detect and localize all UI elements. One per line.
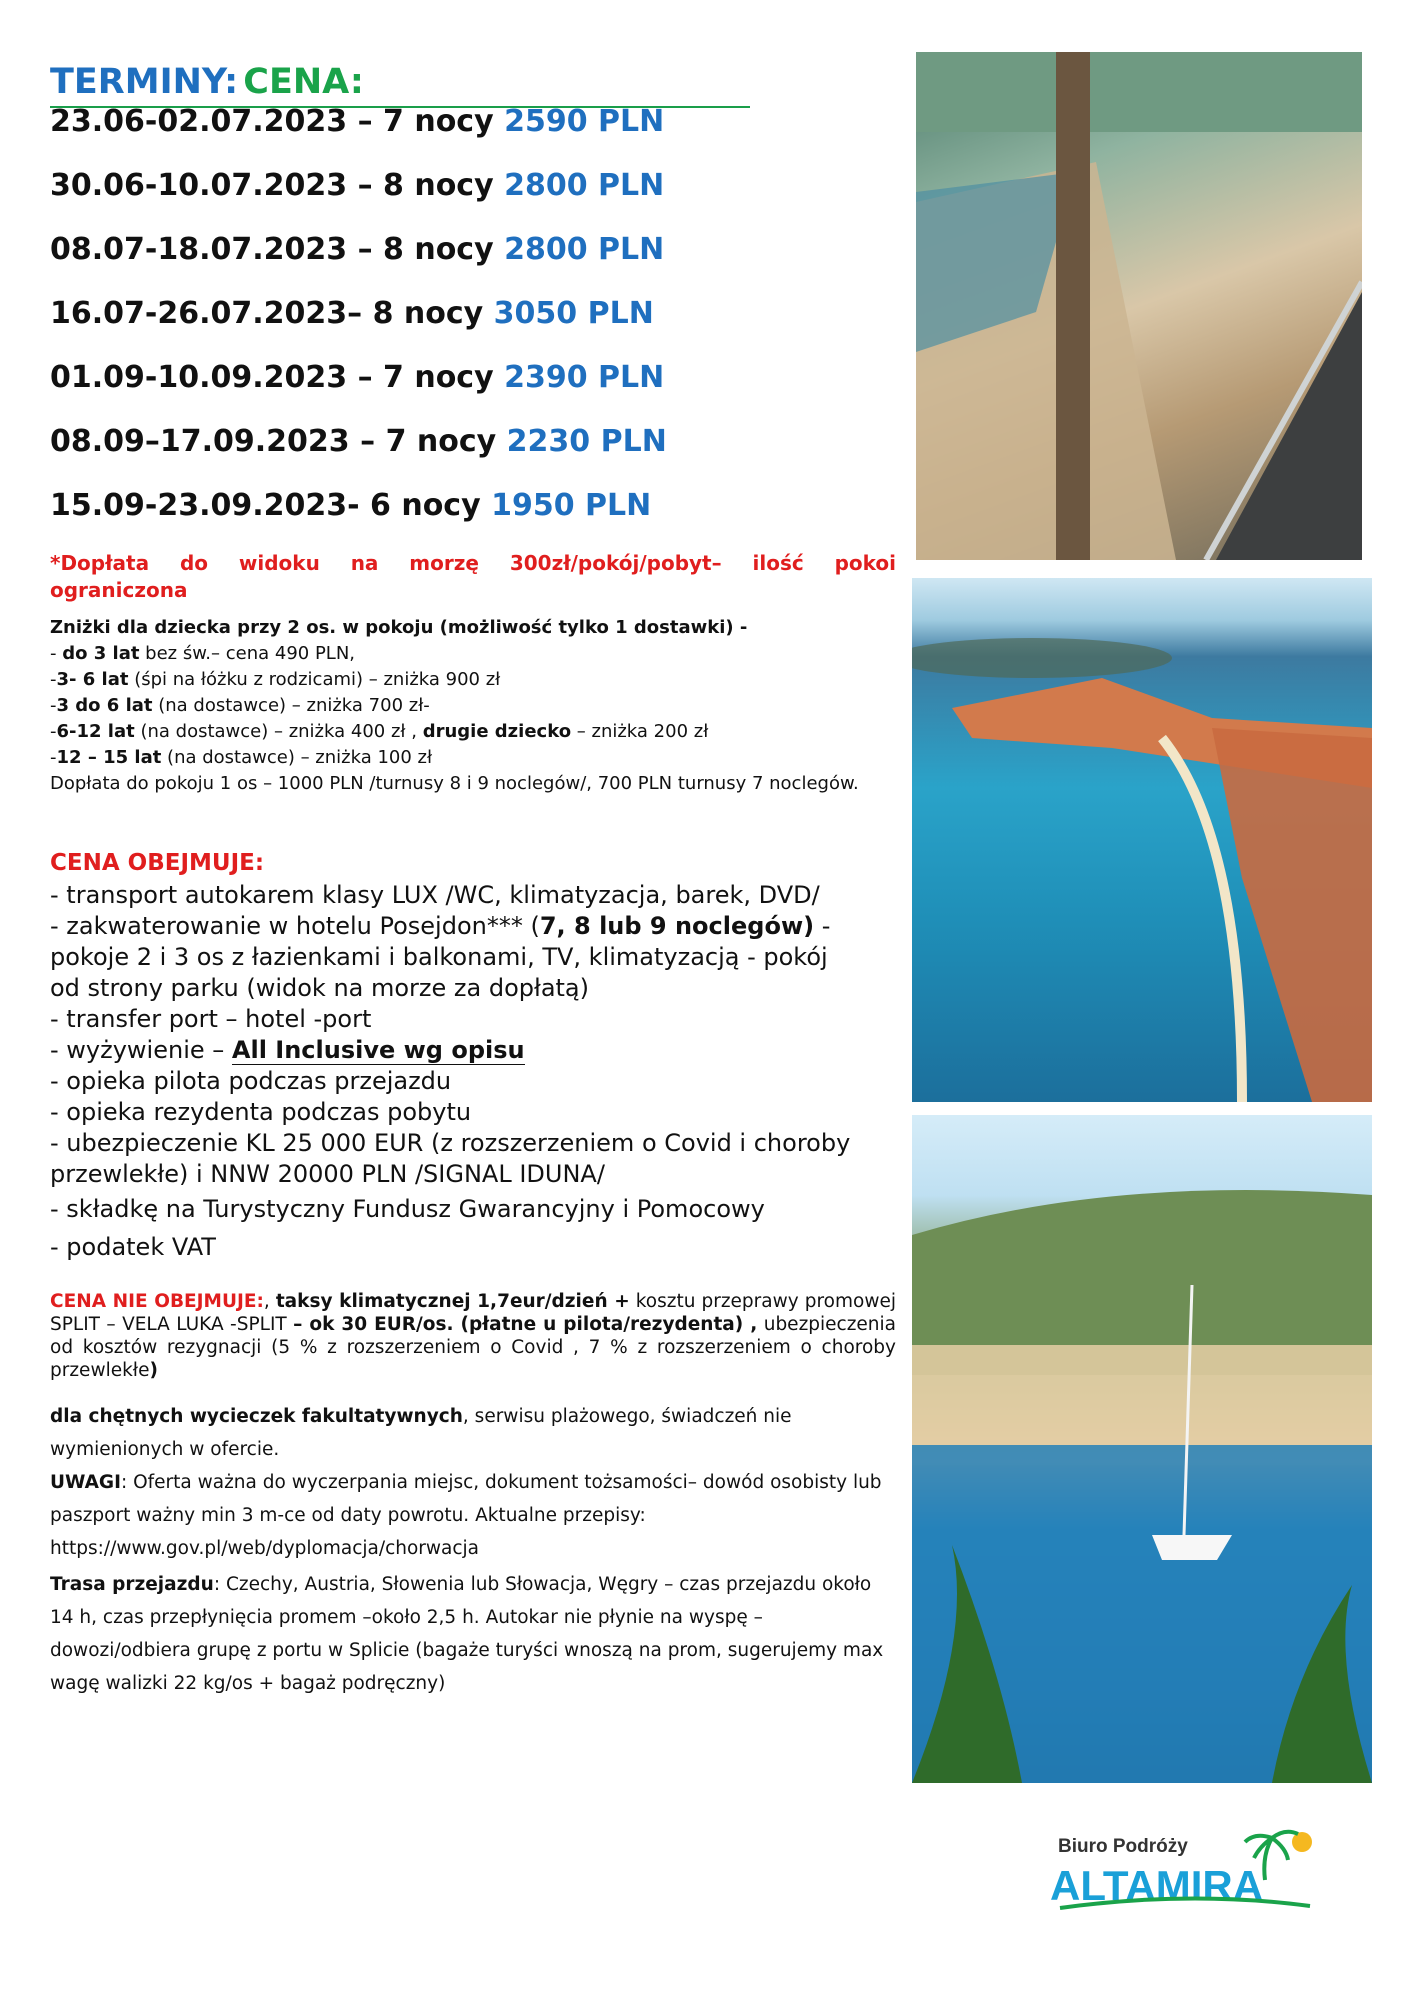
notes-text: : Oferta ważna do wyczerpania miejsc, dokument tożsamości– dowód osobisty lub paszport ważny min 3 m-ce od daty powrotu. Aktualne przepisy: https://www.gov.pl/web/dyplomacja/chorwacja [50, 1472, 882, 1559]
discount-line [50, 667, 896, 693]
included-item: - transport autokarem klasy LUX /WC, klimatyzacja, barek, DVD/ [50, 881, 820, 909]
altamira-logo-graphic [1040, 1820, 1340, 1920]
terms-label: TERMINY: [50, 62, 239, 102]
term-row [50, 424, 667, 459]
included-item [50, 911, 896, 942]
included-item: pokoje 2 i 3 os z łazienkami i balkonami, TV, klimatyzacją - pokój [50, 943, 828, 971]
term-dates: 16.07-26.07.2023– 8 nocy [50, 296, 484, 331]
route-text: : Czechy, Austria, Słowenia lub Słowacja, Węgry – czas przejazdu około 14 h, czas przepłynięcia promem –około 2,5 h. Autokar nie płynie na wyspę – dowozi/odbiera grupę z portu w Splicie (bagaże turyści wnoszą na prom, sugerujemy max wagę walizki 22 kg/os + bagaż podręczny) [50, 1574, 884, 1694]
optional-trips-label: dla chętnych wycieczek fakultatywnych [50, 1406, 463, 1427]
altamira-logo [1040, 1820, 1340, 1920]
term-price: 3050 PLN [493, 296, 654, 331]
discount-line [50, 745, 896, 771]
coastal-houses [1212, 728, 1372, 1102]
discount-detail: (na dostawce) – zniżka 700 zł- [152, 695, 430, 716]
climate-tax: taksy klimatycznej 1,7eur/dzień + [275, 1291, 630, 1312]
child-discounts [50, 615, 896, 797]
discount-detail: (na dostawce) – zniżka 100 zł [161, 747, 433, 768]
term-price: 2230 PLN [506, 424, 667, 459]
included-item [50, 1035, 896, 1066]
included-item: - opieka rezydenta podczas pobytu [50, 1098, 472, 1126]
term-price: 2800 PLN [504, 232, 665, 267]
palm-trunk [1056, 52, 1090, 560]
term-price: 2390 PLN [504, 360, 665, 395]
included-item: - opieka pilota podczas przejazdu [50, 1067, 452, 1095]
discount-prefix: - [50, 721, 57, 742]
distant-island [912, 638, 1172, 678]
discount-age: 3 do 6 lat [56, 695, 153, 716]
route [50, 1568, 896, 1700]
discount-prefix: - [50, 747, 57, 768]
optional-trips [50, 1400, 896, 1466]
single-room-surcharge: Dopłata do pokoju 1 os – 1000 PLN /turnusy 8 i 9 noclegów/, 700 PLN turnusy 7 noclegów. [50, 773, 859, 794]
price-label: CENA: [243, 62, 364, 102]
tree-canopy [916, 52, 1362, 132]
included-text: - zakwaterowanie w hotelu Posejdon*** ( [50, 912, 540, 940]
discount-detail: (śpi na łóżku z rodzicami) – zniżka 900 zł [128, 669, 501, 690]
ferry-cost: – ok 30 EUR/os. (płatne u pilota/rezydenta) , [293, 1314, 758, 1335]
term-price: 2800 PLN [504, 168, 665, 203]
included-item: od strony parku (widok na morze za dopłatą) [50, 974, 590, 1002]
term-dates: 08.09–17.09.2023 – 7 nocy [50, 424, 497, 459]
included-title: CENA OBEJMUJE: [50, 850, 265, 876]
balcony-railing [1216, 292, 1362, 560]
term-row [50, 104, 664, 139]
term-price: 1950 PLN [491, 488, 652, 523]
included-list [50, 880, 896, 1190]
not-included [50, 1290, 896, 1382]
included-nights: 7, 8 lub 9 noclegów) [539, 912, 815, 940]
harbour-photo [912, 1115, 1372, 1783]
included-text: - [814, 912, 831, 940]
bay-photo [912, 578, 1372, 1102]
term-dates: 08.07-18.07.2023 – 8 nocy [50, 232, 494, 267]
included-item: - transfer port – hotel -port [50, 1005, 372, 1033]
term-row [50, 232, 664, 267]
discount-detail: – zniżka 200 zł [571, 721, 709, 742]
discount-line [50, 719, 896, 745]
not-included-title: CENA NIE OBEJMUJE: [50, 1291, 264, 1312]
discount-line [50, 693, 896, 719]
notes-title: UWAGI [50, 1472, 121, 1493]
discount-age: 12 – 15 lat [56, 747, 162, 768]
term-dates: 30.06-10.07.2023 – 8 nocy [50, 168, 494, 203]
term-dates: 23.06-02.07.2023 – 7 nocy [50, 104, 494, 139]
sea-view-surcharge: *Dopłata do widoku na morzę 300zł/pokój/pobyt– ilość pokoi ograniczona [50, 551, 896, 602]
included-item: - składkę na Turystyczny Fundusz Gwarancyjny i Pomocowy [50, 1195, 765, 1223]
not-included-text: ) [149, 1360, 158, 1381]
term-row [50, 360, 664, 395]
not-included-text: ubezpieczenia od kosztów rezygnacji (5 % z rozszerzeniem o Covid , 7 % z rozszerzeniem o choroby przewlekłe [50, 1314, 897, 1381]
discount-age: 3- 6 lat [56, 669, 129, 690]
not-included-text: , [263, 1291, 276, 1312]
included-item: - ubezpieczenie KL 25 000 EUR (z rozszerzeniem o Covid i choroby przewlekłe) i NNW 20000 PLN /SIGNAL IDUNA/ [50, 1129, 851, 1188]
term-row [50, 296, 654, 331]
sun-icon [1292, 1832, 1312, 1852]
discount-detail: bez św.– cena 490 PLN, [139, 643, 356, 664]
discount-detail: (na dostawce) – zniżka 400 zł , [134, 721, 423, 742]
bay-illustration [912, 578, 1372, 1102]
term-price: 2590 PLN [504, 104, 665, 139]
discount-age: 6-12 lat [56, 721, 135, 742]
all-inclusive-label: All Inclusive wg opisu [231, 1036, 525, 1064]
logo-brand: ALTAMIRA [1050, 1862, 1264, 1909]
harbour-illustration [912, 1115, 1372, 1783]
not-included-text: kosztu przeprawy promowej SPLIT – VELA LUKA -SPLIT [50, 1291, 896, 1335]
promenade-illustration [916, 52, 1362, 560]
discount-age: do 3 lat [62, 643, 140, 664]
discount-prefix: - [50, 695, 57, 716]
term-row [50, 168, 664, 203]
promenade-photo [916, 52, 1362, 560]
included-text: - wyżywienie – [50, 1036, 232, 1064]
discount-prefix: - [50, 643, 63, 664]
discount-second-child: drugie dziecko [422, 721, 572, 742]
discount-prefix: - [50, 669, 57, 690]
notes [50, 1466, 896, 1565]
route-title: Trasa przejazdu [50, 1574, 214, 1595]
included-list-2 [50, 1190, 896, 1266]
term-dates: 15.09-23.09.2023- 6 nocy [50, 488, 481, 523]
logo-tagline: Biuro Podróży [1058, 1836, 1188, 1857]
term-dates: 01.09-10.09.2023 – 7 nocy [50, 360, 494, 395]
discounts-title: Zniżki dla dziecka przy 2 os. w pokoju (możliwość tylko 1 dostawki) - [50, 617, 748, 638]
discount-line [50, 641, 896, 667]
term-row [50, 488, 651, 523]
terms-header [50, 58, 750, 108]
optional-trips-text: , serwisu plażowego, świadczeń nie wymienionych w ofercie. [50, 1406, 792, 1460]
included-item: - podatek VAT [50, 1233, 216, 1261]
